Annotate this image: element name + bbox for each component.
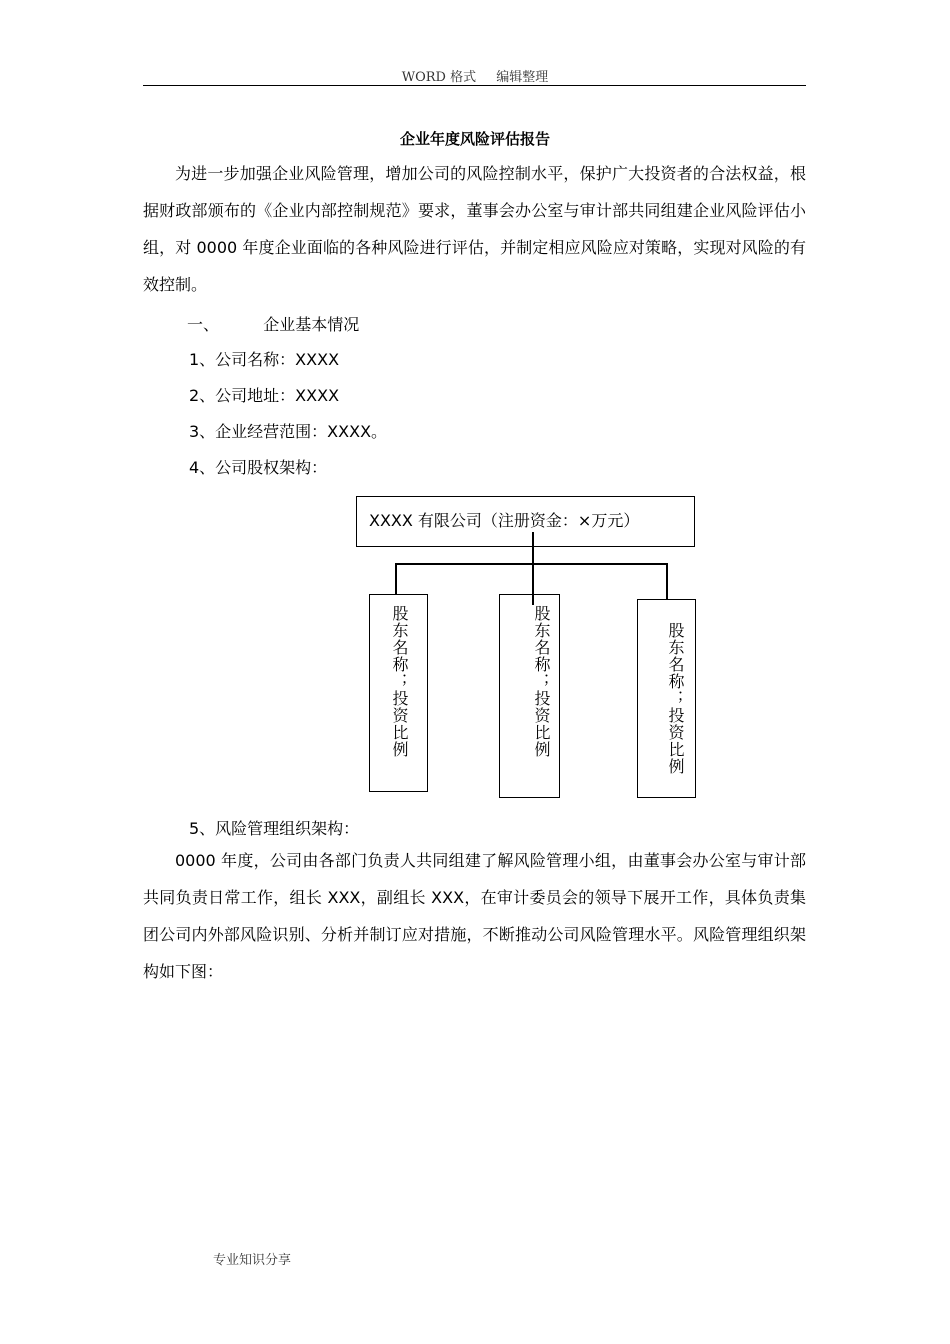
item-business-scope: 3、企业经营范围：XXXX。 [189, 422, 388, 441]
page-footer: 专业知识分享 [213, 1253, 292, 1268]
header-left: WORD 格式 [401, 70, 477, 85]
shareholder-box-2 [499, 594, 560, 798]
intro-text: 为进一步加强企业风险管理，增加公司的风险控制水平，保护广大投资者的合法权益，根据财政部颁布的《企业内部控制规范》要求，董事会办公室与审计部共同组建企业风险评估小组，对 0000 年度企业面临的各种风险进行评估，并制定相应风险应对策略，实现对风险的有效控制。 [143, 164, 806, 294]
shareholder-box-1 [369, 594, 428, 792]
section-title: 企业基本情况 [263, 315, 360, 334]
company-label: XXXX 有限公司（注册资金：×万元） [369, 511, 640, 530]
item-equity-structure: 4、公司股权架构： [189, 458, 328, 477]
header-rule [143, 85, 806, 86]
header-right: 编辑整理 [496, 70, 549, 85]
risk-org-text: 0000 年度，公司由各部门负责人共同组建了解风险管理小组，由董事会办公室与审计部共同负责日常工作，组长 XXX，副组长 XXX，在审计委员会的领导下展开工作，具体负责集团公司内外部风险识别、分析并制订应对措施，不断推动公司风险管理水平。风险管理组织架构如下图： [143, 851, 806, 981]
risk-org-paragraph [143, 842, 806, 990]
section-heading [187, 312, 359, 335]
intro-paragraph [143, 155, 806, 303]
item-company-address: 2、公司地址：XXXX [189, 386, 340, 405]
connector-right [666, 563, 668, 600]
shareholder-label-3: 股东名称；投资比例 [666, 622, 685, 775]
connector-left [395, 563, 397, 595]
company-box [356, 496, 695, 547]
section-number: 一、 [187, 315, 220, 334]
item-company-name: 1、公司名称：XXXX [189, 350, 340, 369]
page-header [0, 66, 950, 85]
shareholder-box-3 [637, 599, 696, 798]
shareholder-label-1: 股东名称；投资比例 [390, 605, 409, 758]
shareholder-label-2: 股东名称；投资比例 [532, 605, 551, 758]
item-risk-org: 5、风险管理组织架构： [189, 819, 360, 838]
connector-horizontal [395, 563, 667, 565]
document-title: 企业年度风险评估报告 [399, 130, 550, 148]
